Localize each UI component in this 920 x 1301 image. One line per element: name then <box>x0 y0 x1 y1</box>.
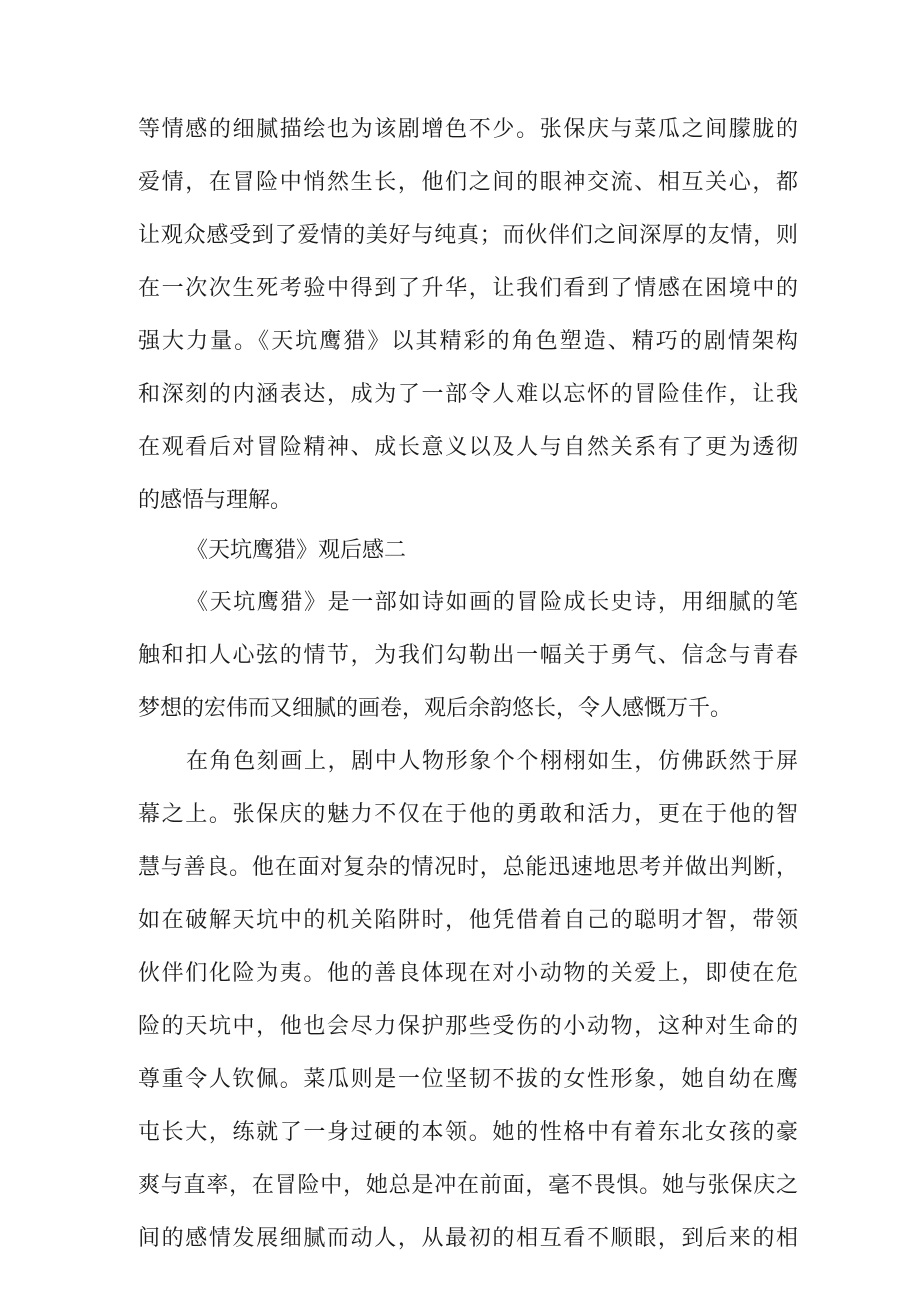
text-line: 在观看后对冒险精神、成长意义以及人与自然关系有了更为透彻 <box>138 435 798 460</box>
text-line: 触和扣人心弦的情节，为我们勾勒出一幅关于勇气、信念与青春 <box>138 643 798 668</box>
text-line: 强大力量。《天坑鹰猎》以其精彩的角色塑造、精巧的剧情架构 <box>138 329 798 354</box>
text-line: 的感悟与理解。 <box>138 488 293 513</box>
text-line: 梦想的宏伟而又细腻的画卷，观后余韵悠长，令人感慨万千。 <box>138 696 733 721</box>
text-line: 间的感情发展细腻而动人，从最初的相互看不顺眼，到后来的相 <box>138 1226 798 1251</box>
text-line: 让观众感受到了爱情的美好与纯真；而伙伴们之间深厚的友情，则 <box>138 223 798 248</box>
section-heading: 《天坑鹰猎》观后感二 <box>186 538 407 563</box>
text-line: 如在破解天坑中的机关陷阱时，他凭借着自己的聪明才智，带领 <box>138 908 798 933</box>
text-line: 等情感的细腻描绘也为该剧增色不少。张保庆与菜瓜之间朦胧的 <box>138 117 798 142</box>
text-line: 慧与善良。他在面对复杂的情况时，总能迅速地思考并做出判断， <box>138 855 798 880</box>
text-line: 险的天坑中，他也会尽力保护那些受伤的小动物，这种对生命的 <box>138 1014 798 1039</box>
text-line: 爱情，在冒险中悄然生长，他们之间的眼神交流、相互关心，都 <box>138 170 798 195</box>
text-line: 爽与直率，在冒险中，她总是冲在前面，毫不畏惧。她与张保庆之 <box>138 1173 798 1198</box>
text-line: 屯长大，练就了一身过硬的本领。她的性格中有着东北女孩的豪 <box>138 1120 798 1145</box>
text-line: 在一次次生死考验中得到了升华，让我们看到了情感在困境中的 <box>138 276 798 301</box>
text-line: 尊重令人钦佩。菜瓜则是一位坚韧不拔的女性形象，她自幼在鹰 <box>138 1067 798 1092</box>
text-line: 《天坑鹰猎》是一部如诗如画的冒险成长史诗，用细腻的笔 <box>186 590 798 615</box>
text-line: 在角色刻画上，剧中人物形象个个栩栩如生，仿佛跃然于屏 <box>186 749 798 774</box>
text-line: 伙伴们化险为夷。他的善良体现在对小动物的关爱上，即使在危 <box>138 961 798 986</box>
text-line: 和深刻的内涵表达，成为了一部令人难以忘怀的冒险佳作，让我 <box>138 382 798 407</box>
text-line: 幕之上。张保庆的魅力不仅在于他的勇敢和活力，更在于他的智 <box>138 802 798 827</box>
